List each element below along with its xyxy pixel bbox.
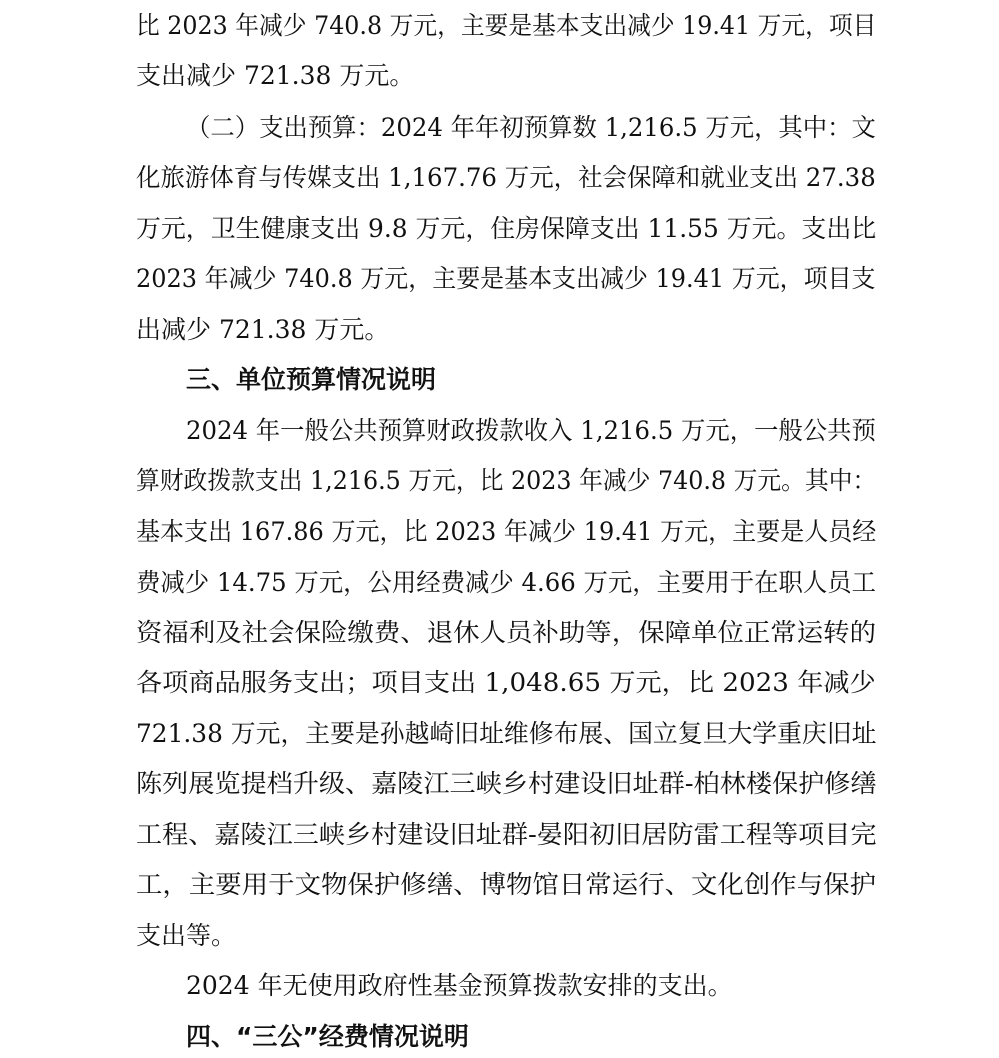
text-line: 工程、嘉陵江三峡乡村建设旧址群-晏阳初旧居防雷工程等项目完	[136, 820, 877, 849]
section-heading: 三、单位预算情况说明	[186, 365, 437, 394]
text-line: 支出等。	[136, 921, 237, 950]
text-line: 721.38 万元，主要是孙越崎旧址维修布展、国立复旦大学重庆旧址	[136, 719, 877, 748]
text-line: 2023 年减少 740.8 万元，主要是基本支出减少 19.41 万元，项目支	[136, 264, 876, 293]
section-subheading-line: （二）支出预算：2024 年年初预算数 1,216.5 万元，其中：文	[186, 113, 876, 142]
text-line: 支出减少 721.38 万元。	[136, 61, 415, 90]
text-line: 基本支出 167.86 万元，比 2023 年减少 19.41 万元，主要是人员经	[136, 517, 877, 546]
text-line: 资福利及社会保险缴费、退休人员补助等，保障单位正常运转的	[136, 618, 877, 647]
section-heading: 四、“三公”经费情况说明	[186, 1022, 469, 1051]
text-line: 工，主要用于文物保护修缮、博物馆日常运行、文化创作与保护	[136, 870, 877, 899]
text-line: 化旅游体育与传媒支出 1,167.76 万元，社会保障和就业支出 27.38	[136, 163, 876, 192]
text-line: 算财政拨款支出 1,216.5 万元，比 2023 年减少 740.8 万元。其中：	[136, 466, 877, 495]
text-line: 2024 年一般公共预算财政拨款收入 1,216.5 万元，一般公共预	[186, 416, 876, 445]
text-line: 比 2023 年减少 740.8 万元，主要是基本支出减少 19.41 万元，项目	[136, 11, 877, 40]
text-line: 出减少 721.38 万元。	[136, 315, 390, 344]
text-line: 万元，卫生健康支出 9.8 万元，住房保障支出 11.55 万元。支出比	[136, 214, 877, 243]
text-line: 2024 年无使用政府性基金预算拨款安排的支出。	[186, 971, 733, 1000]
text-line: 陈列展览提档升级、嘉陵江三峡乡村建设旧址群-柏林楼保护修缮	[136, 769, 877, 798]
text-line: 各项商品服务支出；项目支出 1,048.65 万元，比 2023 年减少	[136, 668, 876, 697]
text-line: 费减少 14.75 万元，公用经费减少 4.66 万元，主要用于在职人员工	[136, 568, 877, 597]
